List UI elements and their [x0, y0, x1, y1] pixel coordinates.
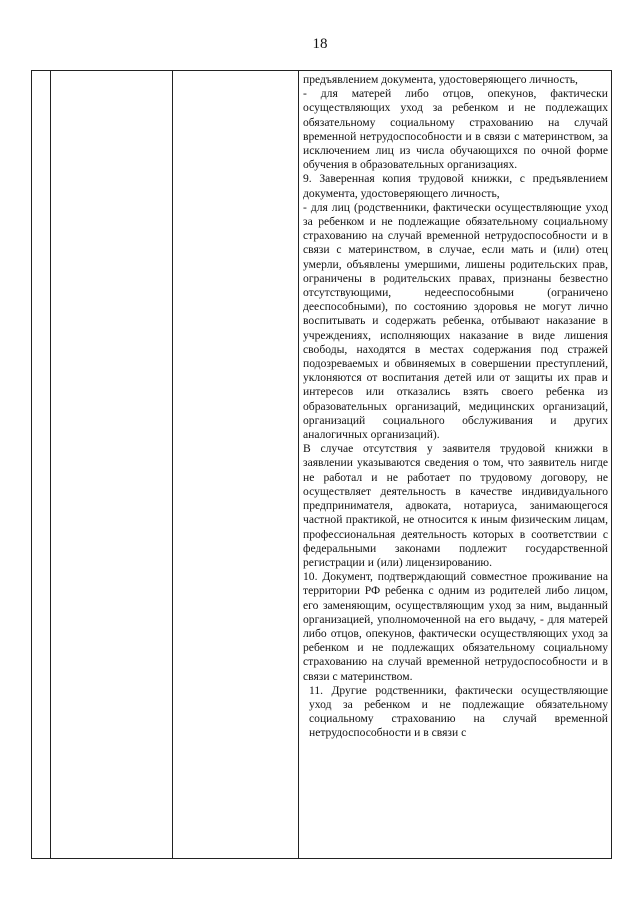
- table-row: [32, 71, 612, 859]
- table-cell-col-1: [32, 71, 51, 859]
- paragraph-item-10: 10. Документ, подтверждающий совместное проживание на территории РФ ребенка с одним из родителей либо лицом, его заменяющим, осуществляющим уход за ним, выданный организацией, уполномоченной на его выдачу, - для матерей либо отцов, опекунов, фактически осуществляющих уход за ребенком и не подлежащих обязательному социальному страхованию на случай временной нетрудоспособности и в связи с материнством.: [303, 570, 608, 683]
- paragraph-no-workbook: В случае отсутствия у заявителя трудовой книжки в заявлении указываются сведения о том, что заявитель нигде не работал и не работает по трудовому договору, не осуществляет деятельность в качестве индивидуального предпринимателя, адвоката, нотариуса, занимающегося частной практикой, не относится к иным физическим лицам, профессиональная деятельность которых в соответствии с федеральными законами подлежит государственной регистрации и (или) лицензированию.: [303, 442, 608, 569]
- paragraph-relatives: - для лиц (родственники, фактически осуществляющие уход за ребенком и не подлежащие обязательному социальному страхованию на случай временной нетрудоспособности и в связи с материнством, в случае, если мать и (или) отец умерли, объявлены умершими, лишены родительских прав, ограничены в родительских правах, признаны безвестно отсутствующими, недееспособными (ограничено дееспособными), по состоянию здоровья не могут лично воспитывать и содержать ребенка, отбывают наказание в учреждениях, исполняющих наказание в виде лишения свободы, находятся в местах содержания под стражей подозреваемых и обвиняемых в совершении преступлений, уклоняются от воспитания детей или от защиты их прав и интересов или отказались взять своего ребенка из образовательных организаций, медицинских организаций, организаций социального обслуживания и других аналогичных организаций).: [303, 200, 608, 442]
- paragraph-item-9: 9. Заверенная копия трудовой книжки, с предъявлением документа, удостоверяющего личность,: [303, 172, 608, 200]
- table-cell-col-4: [299, 71, 612, 859]
- page-number: 18: [312, 36, 328, 52]
- table-cell-col-2: [51, 71, 173, 859]
- table-cell-col-3: [173, 71, 299, 859]
- paragraph-mothers-fathers: - для матерей либо отцов, опекунов, фактически осуществляющих уход за ребенком и не подлежащих обязательному социальному страхованию на случай временной нетрудоспособности и в связи с материнством, за исключением лиц из числа обучающихся по очной форме обучения в образовательных организациях.: [303, 87, 608, 172]
- requirements-text: [299, 71, 611, 858]
- paragraph-item-11: 11. Другие родственники, фактически осуществляющие уход за ребенком и не подлежащие обязательному социальному страхованию на случай временной нетрудоспособности и в связи с: [309, 683, 608, 740]
- paragraph-continuation: предъявлением документа, удостоверяющего личность,: [303, 73, 578, 86]
- document-table: [31, 70, 612, 859]
